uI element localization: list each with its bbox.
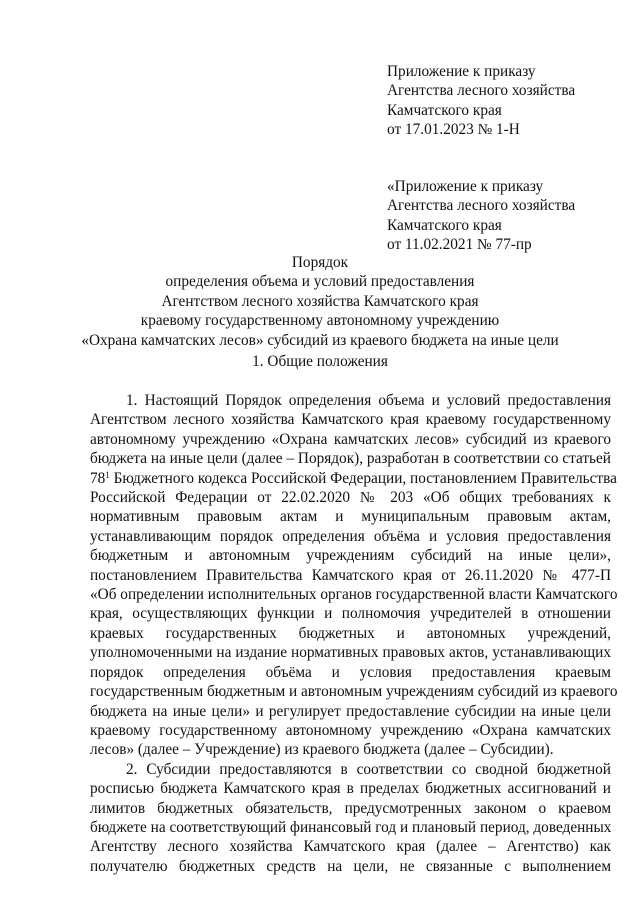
paragraph-1-line: нормативным правовым актам и муниципальным правовым актам, xyxy=(90,508,611,526)
appendix-current-line: Агентства лесного хозяйства xyxy=(387,82,576,100)
paragraph-1-line: автономному учреждению «Охрана камчатских лесов» субсидий из краевого xyxy=(90,430,611,448)
appendix-prior-line: Камчатского края xyxy=(387,216,502,234)
paragraph-1-line: государственным бюджетным и автономным учреждениям субсидий из краевого xyxy=(90,683,618,701)
paragraph-1-line: постановлением Правительства Камчатского края от 26.11.2020 № 477-П xyxy=(90,566,611,584)
paragraph-1-line: уполномоченными на издание нормативных правовых актов, устанавливающих xyxy=(90,644,611,662)
paragraph-2-line: 2. Субсидии предоставляются в соответствии со сводной бюджетной xyxy=(126,760,611,778)
line-text: Бюджетного кодекса Российской Федерации, постановлением Правительства xyxy=(109,469,617,487)
paragraph-1-line: Агентством лесного хозяйства Камчатского края краевому государственному xyxy=(90,411,611,429)
appendix-current-block xyxy=(387,62,632,140)
paragraph-2-line: бюджете на соответствующий финансовый год и плановый период, доведенных xyxy=(90,818,612,836)
paragraph-1-line: края, осуществляющих функции и полномочия учредителей в отношении xyxy=(90,605,611,623)
document-title xyxy=(20,253,620,350)
appendix-current-date: от 17.01.2023 № 1-Н xyxy=(387,121,520,139)
paragraph-2-line: росписью бюджета Камчатского края в пределах бюджетных ассигнований и xyxy=(90,780,611,798)
paragraph-1-line: бюджета на иные цели» и регулирует предоставление субсидии на иные цели xyxy=(90,702,611,720)
paragraph-1-line xyxy=(90,469,617,488)
paragraph-1-line: «Об определении исполнительных органов государственной власти Камчатского xyxy=(90,586,618,604)
paragraph-1-line: лесов» (далее – Учреждение) из краевого бюджета (далее – Субсидии). xyxy=(90,741,554,759)
paragraph-1-line: бюджета на иные цели (далее – Порядок), разработан в соответствии со статьей xyxy=(90,450,611,468)
title-line: Агентством лесного хозяйства Камчатского края xyxy=(161,292,479,310)
title-line: определения объема и условий предоставления xyxy=(165,273,475,291)
paragraph-1-line: 1. Настоящий Порядок определения объема и условий предоставления xyxy=(126,392,611,409)
paragraph-2-line: получателю бюджетных средств на цели, не связанные с выполнением xyxy=(90,857,611,875)
paragraph-1-line: Российской Федерации от 22.02.2020 № 203 «Об общих требованиях к xyxy=(90,489,611,507)
paragraph-1-line: краевому государственному автономному учреждению «Охрана камчатских xyxy=(90,721,611,739)
document-body xyxy=(90,391,618,876)
appendix-prior-date: от 11.02.2021 № 77-пр xyxy=(387,236,532,254)
paragraph-2-line: Агентству лесного хозяйства Камчатского края (далее – Агентство) как xyxy=(90,838,611,856)
appendix-prior-block xyxy=(387,177,632,255)
paragraph-1-line: краевых государственных бюджетных и автономных учреждений, xyxy=(90,624,611,642)
article-number: 78 xyxy=(90,469,106,487)
appendix-prior-line: «Приложение к приказу xyxy=(387,178,544,195)
section-heading: 1. Общие положения xyxy=(252,353,388,370)
article-superscript: 1 xyxy=(105,469,110,480)
paragraph-1-line: порядок определения объёма и условия предоставления краевым xyxy=(90,663,611,681)
title-line: Порядок xyxy=(291,254,349,271)
title-line: «Охрана камчатских лесов» субсидий из краевого бюджета на иные цели xyxy=(81,331,559,349)
paragraph-1-line: устанавливающим порядок определения объёма и условия предоставления xyxy=(90,527,611,545)
paragraph-1-line: бюджетным и автономным учреждениям субсидий на иные цели», xyxy=(90,547,611,565)
paragraph-2-line: лимитов бюджетных обязательств, предусмотренных законом о краевом xyxy=(90,799,611,817)
appendix-prior-line: Агентства лесного хозяйства xyxy=(387,197,576,215)
title-line: краевому государственному автономному учреждению xyxy=(140,312,500,330)
appendix-current-line: Приложение к приказу xyxy=(387,63,536,80)
appendix-current-line: Камчатского края xyxy=(387,101,502,119)
